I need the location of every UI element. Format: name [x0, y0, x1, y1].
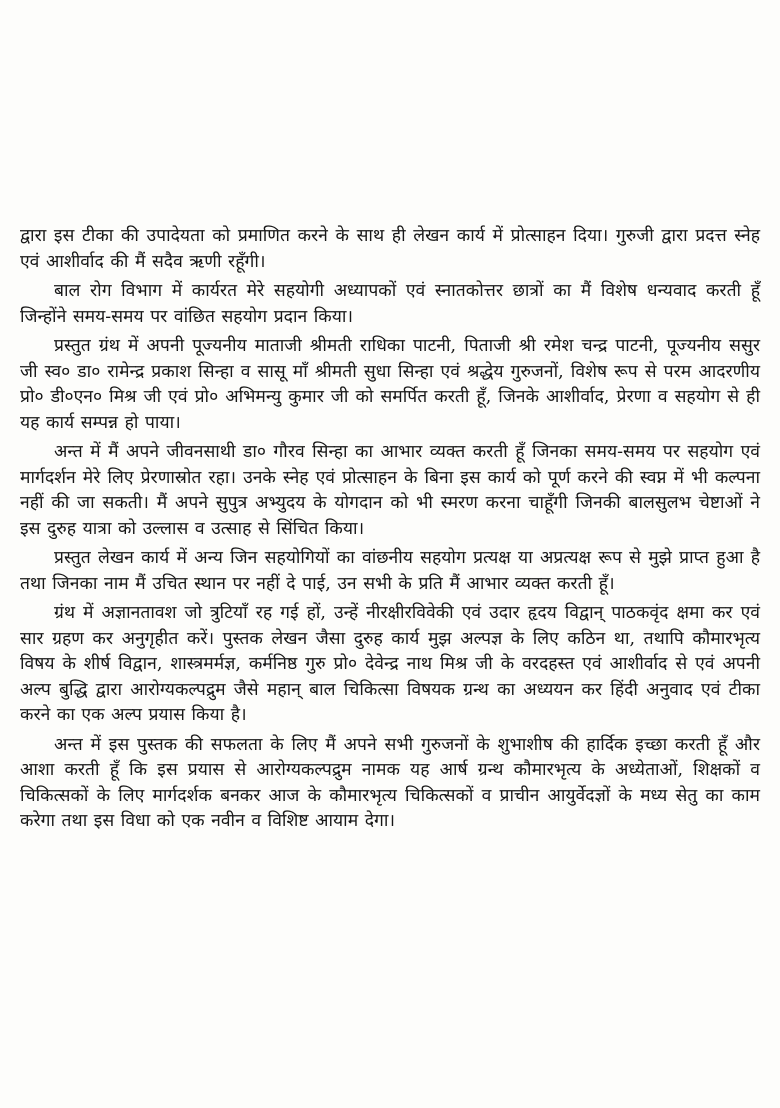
- paragraph: अन्त में इस पुस्तक की सफलता के लिए मैं अपने सभी गुरुजनों के शुभाशीष की हार्दिक इच्छा करती हूँ और आशा करती हूँ कि इस प्रयास से आरोग्यकल्पद्रुम नामक यह आर्ष ग्रन्थ कौमारभृत्य के अध्येताओं, शिक्षकों व चिकित्सकों के लिए मार्गदर्शक बनकर आज के कौमारभृत्य चिकित्सकों व प्राचीन आयुर्वेदज्ञों के मध्य सेतु का काम करेगा तथा इस विधा को एक नवीन व विशिष्ट आयाम देगा।: [20, 734, 760, 831]
- body-text-block: [20, 224, 760, 835]
- paragraph-continuation: द्वारा इस टीका की उपादेयता को प्रमाणित करने के साथ ही लेखन कार्य में प्रोत्साहन दिया। गुरुजी द्वारा प्रदत्त स्नेह एवं आशीर्वाद की मैं सदैव ऋणी रहूँगी।: [20, 226, 760, 272]
- paragraph: ग्रंथ में अज्ञानतावश जो त्रुटियाँ रह गई हों, उन्हें नीरक्षीरविवेकी एवं उदार हृदय विद्वान् पाठकवृंद क्षमा कर एवं सार ग्रहण कर अनुगृहीत करें। पुस्तक लेखन जैसा दुरुह कार्य मुझ अल्पज्ञ के लिए कठिन था, तथापि कौमारभृत्य विषय के शीर्ष विद्वान, शास्त्रमर्मज्ञ, कर्मनिष्ठ गुरु प्रो० देवेन्द्र नाथ मिश्र जी के वरदहस्त एवं आशीर्वाद से एवं अपनी अल्प बुद्धि द्वारा आरोग्यकल्पद्रुम जैसे महान् बाल चिकित्सा विषयक ग्रन्थ का अध्ययन कर हिंदी अनुवाद एवं टीका करने का एक अल्प प्रयास किया है।: [20, 603, 760, 725]
- paragraph: अन्त में मैं अपने जीवनसाथी डा० गौरव सिन्हा का आभार व्यक्त करती हूँ जिनका समय-समय पर सहयोग एवं मार्गदर्शन मेरे लिए प्रेरणास्रोत रहा। उनके स्नेह एवं प्रोत्साहन के बिना इस कार्य को पूर्ण करने की स्वप्न में भी कल्पना नहीं की जा सकती। मैं अपने सुपुत्र अभ्युदय के योगदान को भी स्मरण करना चाहूँगी जिनकी बालसुलभ चेष्टाओं ने इस दुरुह यात्रा को उल्लास व उत्साह से सिंचित किया।: [20, 442, 760, 539]
- paragraph: बाल रोग विभाग में कार्यरत मेरे सहयोगी अध्यापकों एवं स्नातकोत्तर छात्रों का मैं विशेष धन्यवाद करती हूँ जिन्होंने समय-समय पर वांछित सहयोग प्रदान किया।: [20, 281, 760, 327]
- paragraph: प्रस्तुत ग्रंथ में अपनी पूज्यनीय माताजी श्रीमती राधिका पाटनी, पिताजी श्री रमेश चन्द्र पाटनी, पूज्यनीय ससुर जी स्व० डा० रामेन्द्र प्रकाश सिन्हा व सासू माँ श्रीमती सुधा सिन्हा एवं श्रद्धेय गुरुजनों, विशेष रूप से परम आदरणीय प्रो० डी०एन० मिश्र जी एवं प्रो० अभिमन्यु कुमार जी को समर्पित करती हूँ, जिनके आशीर्वाद, प्रेरणा व सहयोग से ही यह कार्य सम्पन्न हो पाया।: [20, 336, 760, 433]
- paragraph: प्रस्तुत लेखन कार्य में अन्य जिन सहयोगियों का वांछनीय सहयोग प्रत्यक्ष या अप्रत्यक्ष रूप से मुझे प्राप्त हुआ है तथा जिनका नाम मैं उचित स्थान पर नहीं दे पाई, उन सभी के प्रति मैं आभार व्यक्त करती हूँ।: [20, 548, 760, 594]
